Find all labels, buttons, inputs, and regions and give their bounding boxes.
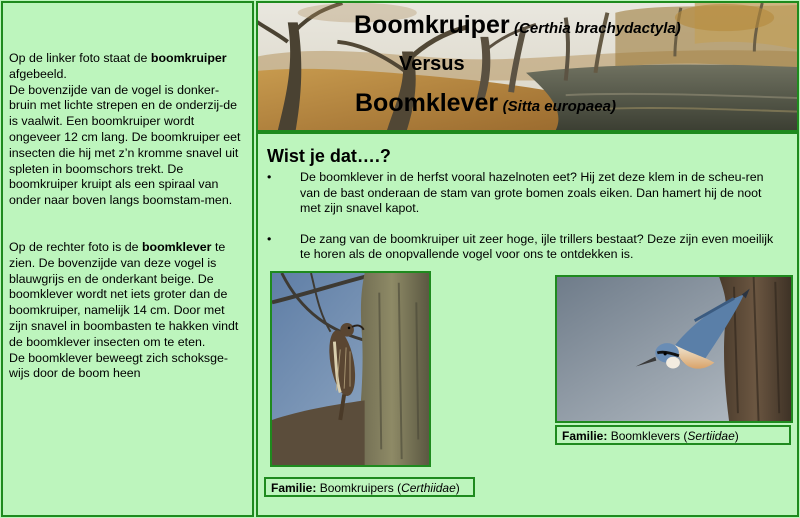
title-text: Boomkruiper — [354, 11, 510, 39]
nuthatch-photo — [555, 275, 793, 423]
scientific-name: (Certhia brachydactyla) — [514, 20, 681, 37]
bullet-icon: • — [267, 170, 272, 184]
header-banner — [256, 1, 799, 132]
facts-list — [258, 170, 798, 278]
bold-term-boomkruiper: boomkruiper — [150, 51, 227, 65]
boomkruiper-description: De bovenzijde van de vogel is donker-bruin met lichte strepen en de onderzij-de is vaalwit. Een boomkruiper wordt ongeveer 12 cm lang. De boomkruiper eet insecten die hij met z’n kromme snavel uit spleten in boomschors trekt. De boomkruiper kruipt als een spiraal van onder naar boven langs boomstam-men. — [9, 82, 241, 208]
family-name: Boomkruipers — [319, 481, 394, 495]
family-label: Familie: — [562, 429, 608, 443]
fact-text: De boomklever in de herfst vooral hazelnoten eet? Hij zet deze klem in de scheu-ren van de bast onderaan de stam van grote bomen zoals eiken. Dan hamert hij de noot met zijn snavel kapot. — [300, 170, 764, 216]
family-scientific: Sertiidae — [687, 429, 735, 443]
section-heading: Wist je dat….? — [267, 146, 391, 166]
list-item — [258, 232, 798, 263]
spacer — [9, 209, 246, 240]
bold-term-boomklever: boomklever — [141, 239, 212, 254]
right-panel — [256, 132, 799, 517]
title-versus: Versus — [399, 53, 465, 75]
nuthatch-image — [557, 277, 791, 421]
treecreeper-image — [272, 273, 429, 465]
text: Op de rechter foto is de — [9, 239, 142, 254]
boomklever-movement: De boomklever beweegt zich schoksge-wijs door de boom heen — [9, 350, 229, 381]
title-text: Boomklever — [355, 89, 499, 117]
text: afgebeeld. — [9, 66, 67, 81]
bullet-icon: • — [267, 231, 272, 246]
left-text-panel — [1, 1, 254, 517]
paragraph-boomklever — [9, 240, 246, 382]
text: Op de linker foto staat de — [9, 51, 151, 65]
list-item — [258, 170, 798, 217]
fact-text: De zang van de boomkruiper uit zeer hoge, ijle trillers bestaat? Deze zijn even moeilijk te horen als de onopvallende vogel voor ons te ontdekken is. — [300, 231, 774, 262]
caption-boomkruipers: Familie: Boomkruipers (Certhiidae) — [264, 477, 475, 497]
title-boomklever — [355, 89, 616, 118]
paragraph-boomkruiper — [9, 51, 246, 209]
title-boomkruiper — [354, 11, 681, 40]
family-scientific: Certhiidae — [401, 481, 456, 495]
family-name: Boomklevers — [610, 429, 681, 443]
caption-boomklevers: Familie: Boomklevers (Sertiidae) — [555, 425, 791, 445]
scientific-name: (Sitta europaea) — [502, 98, 616, 115]
boomklever-description: te zien. De bovenzijde van deze vogel is blauwgrijs en de onderkant beige. De boomklever wordt net iets groter dan de boomkruiper, namelijk 14 cm. Door met zijn snavel in boombasten te hakken vindt de boomklever insecten om te eten. — [9, 239, 239, 349]
family-label: Familie: — [271, 481, 317, 495]
treecreeper-photo — [270, 271, 431, 467]
